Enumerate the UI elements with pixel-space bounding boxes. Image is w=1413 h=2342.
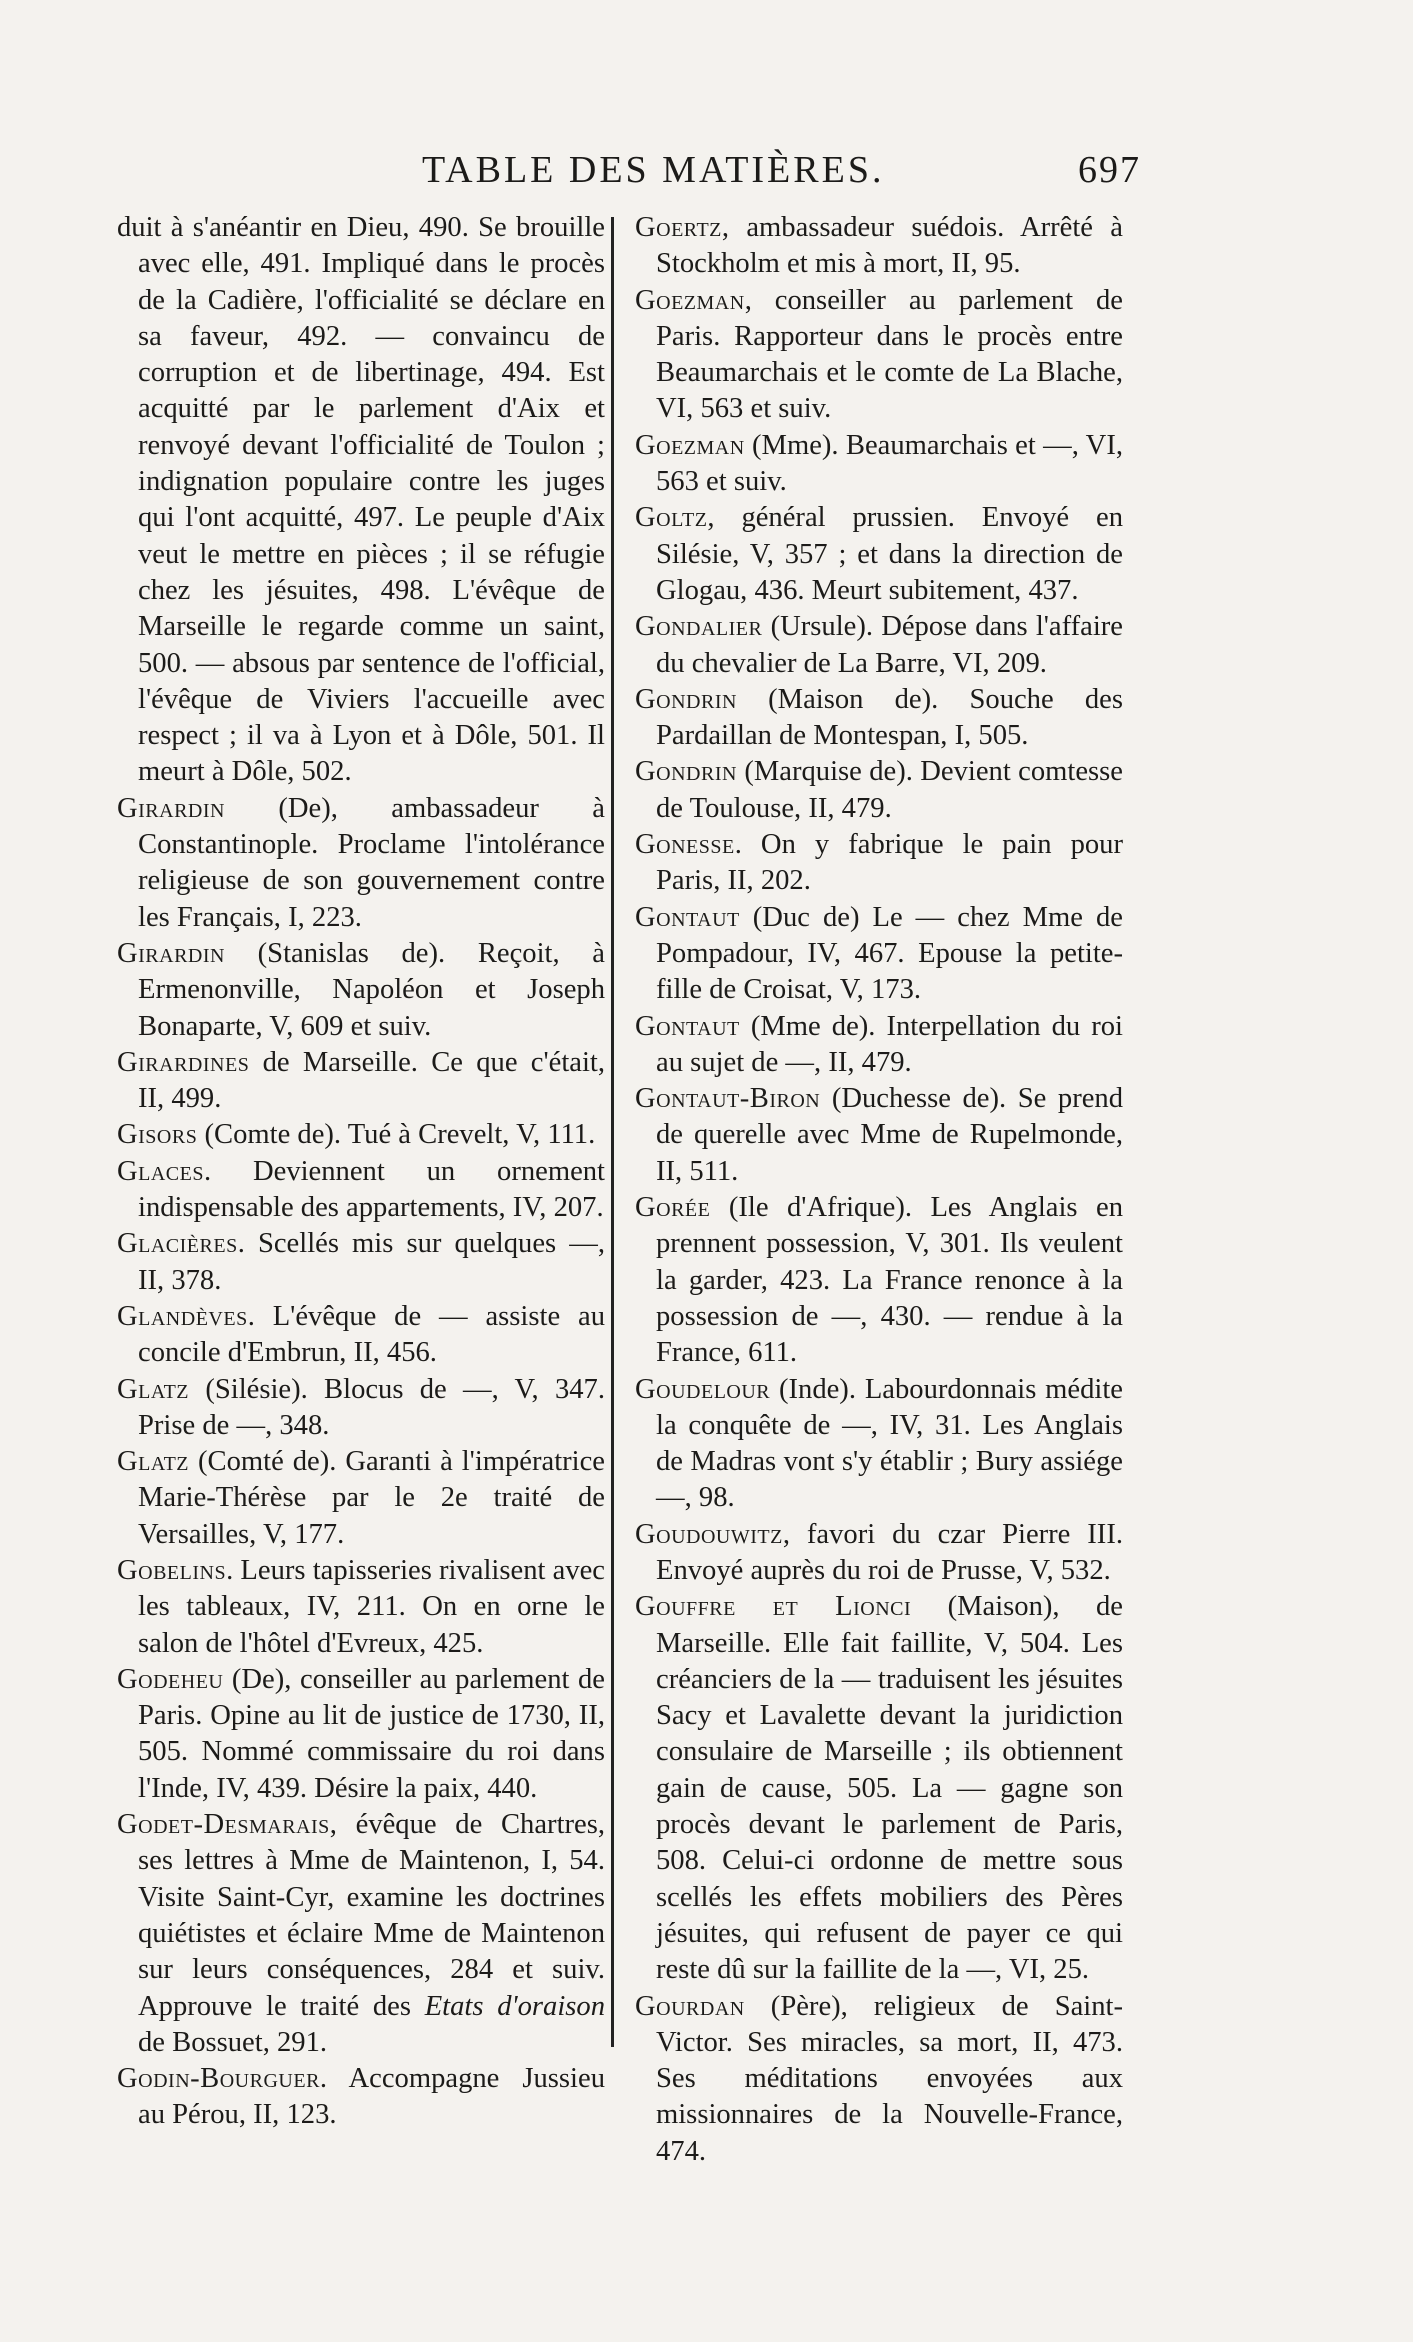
entry-headword: Godet-Desmarais (117, 1809, 330, 1841)
index-entry (635, 754, 1123, 827)
entry-text: (Comte de). Tué à Crevelt, V, 111. (197, 1119, 596, 1151)
index-entry (635, 500, 1123, 609)
index-entry (117, 1553, 605, 1662)
index-entry (117, 1807, 605, 2061)
entry-headword: Gontaut (635, 901, 740, 933)
entry-text: . On y fabrique le pain pour Paris, II, 202. (656, 829, 1123, 897)
index-entry (117, 1444, 605, 1553)
running-header (0, 140, 1413, 196)
index-entry (117, 1299, 605, 1372)
entry-headword: Goertz (635, 212, 722, 243)
entry-headword: Gisors (117, 1119, 198, 1151)
entry-headword: Godin-Bourguer (117, 2063, 320, 2095)
index-entry (635, 283, 1123, 428)
entry-headword: Gourdan (635, 1990, 745, 2022)
entry-text-tail: de Bossuet, 291. (138, 2026, 328, 2058)
index-entry (117, 2061, 605, 2134)
index-entry (635, 1989, 1123, 2170)
entry-text: (Maison), de Marseille. Elle fait faillite, V, 504. Les créanciers de la — traduisent les jésuites Sacy et Lavalette devant la juridiction consulaire de Marseille ; ils obtiennent gain de cause, 505. La — gagne son procès devant le parlement de Paris, 508. Celui-ci ordonne de mettre sous scellés les effets mobiliers des Pères jésuites, qui refusent de payer ce qui reste dû sur la faillite de la —, VI, 25. (656, 1591, 1123, 1986)
entry-text: (Mme). Beaumarchais et —, VI, 563 et suiv. (656, 429, 1123, 498)
entry-text: . Leurs tapisseries rivalisent avec les tableaux, IV, 211. On en orne le salon de l'hôtel d'Evreux, 425. (138, 1554, 605, 1659)
index-entry (117, 1154, 605, 1227)
entry-headword: Gontaut (635, 1010, 740, 1042)
entry-headword: Girardines (117, 1046, 250, 1078)
index-entry (635, 682, 1123, 755)
entry-text: (Ursule). Dépose dans l'affaire du chevalier de La Barre, VI, 209. (656, 611, 1123, 679)
entry-text: (Comté de). Garanti à l'impératrice Marie-Thérèse par le 2e traité de Versailles, V, 177. (138, 1446, 605, 1550)
entry-headword: Gouffre et Lionci (635, 1591, 912, 1623)
entry-text: , conseiller au parlement de Paris. Rapporteur dans le procès entre Beaumarchais et le comte de La Blache, VI, 563 et suiv. (656, 284, 1123, 425)
entry-text: (Duchesse de). Se prend de querelle avec Mme de Rupelmonde, II, 511. (656, 1083, 1123, 1187)
entry-text: duit à s'anéantir en Dieu, 490. Se brouille avec elle, 491. Impliqué dans le procès de la Cadière, l'officialité se déclare en sa faveur, 492. — convaincu de corruption et de libertinage, 494. Est acquitté par le parlement d'Aix et renvoyé devant l'officialité de Toulon ; indignation populaire contre les juges qui l'ont acquitté, 497. Le peuple d'Aix veut le mettre en pièces ; il se réfugie chez les jésuites, 498. L'évêque de Marseille le regarde comme un saint, 500. — absous par sentence de l'official, l'évêque de Viviers l'accueille avec respect ; il va à Lyon et à Dôle, 501. Il meurt à Dôle, 502. (117, 212, 605, 788)
entry-text: , évêque de Chartres, ses lettres à Mme de Maintenon, I, 54. Visite Saint-Cyr, examine les doctrines quiétistes et éclaire Mme de Maintenon sur leurs conséquences, 284 et suiv. Approuve le traité des (138, 1809, 605, 2022)
entry-italic-title: Etats d'oraison (424, 1990, 605, 2022)
entry-text: , favori du czar Pierre III. Envoyé auprès du roi de Prusse, V, 532. (656, 1518, 1123, 1586)
page-number: 697 (1078, 149, 1141, 191)
index-entry (635, 1517, 1123, 1590)
index-entry (117, 936, 605, 1045)
entry-text: . L'évêque de — assiste au concile d'Embrun, II, 456. (138, 1300, 605, 1369)
entry-text: (De), ambassadeur à Constantinople. Proclame l'intolérance religieuse de son gouvernement contre les Français, I, 223. (138, 792, 605, 933)
column-divider (611, 217, 614, 2047)
entry-text: (Inde). Labourdonnais médite la conquête de —, IV, 31. Les Anglais de Madras vont s'y établir ; Bury assiége —, 98. (656, 1373, 1123, 1514)
entry-text: (Maison de). Souche des Pardaillan de Montespan, I, 505. (656, 683, 1123, 752)
entry-text: . Accompagne Jussieu au Pérou, II, 123. (138, 2063, 605, 2131)
index-entry (117, 1045, 605, 1118)
entry-headword: Goudouwitz (635, 1518, 783, 1550)
entry-text: (Stanislas de). Reçoit, à Ermenonville, Napoléon et Joseph Bonaparte, V, 609 et suiv. (138, 937, 605, 1042)
entry-headword: Glandèves (117, 1300, 248, 1332)
entry-headword: Glatz (117, 1446, 190, 1478)
index-entry (635, 428, 1123, 501)
entry-headword: Gorée (635, 1192, 711, 1224)
index-entry (635, 1190, 1123, 1371)
entry-text: (Ile d'Afrique). Les Anglais en prennent possession, V, 301. Ils veulent la garder, 423. La France renonce à la possession de —, 430. — rendue à la France, 611. (656, 1192, 1123, 1369)
entry-headword: Glaces (117, 1155, 204, 1187)
entry-text: (Duc de) Le — chez Mme de Pompadour, IV, 467. Epouse la petite-fille de Croisat, V, 173. (656, 901, 1123, 1006)
entry-text: . Deviennent un ornement indispensable des appartements, IV, 207. (138, 1155, 605, 1224)
entry-headword: Godeheu (117, 1663, 224, 1695)
entry-headword: Gontaut-Biron (635, 1083, 821, 1115)
entry-headword: Girardin (117, 792, 225, 824)
entry-headword: Gondrin (635, 683, 737, 715)
page-title: TABLE DES MATIÈRES. (422, 149, 885, 191)
index-entry (635, 827, 1123, 900)
index-entry (117, 1117, 605, 1153)
index-entry (117, 210, 605, 791)
entry-text: , ambassadeur suédois. Arrêté à Stockholm et mis à mort, II, 95. (656, 212, 1123, 280)
entry-text: (Père), religieux de Saint-Victor. Ses miracles, sa mort, II, 473. Ses méditations envoyées aux missionnaires de la Nouvelle-France, 474. (656, 1990, 1123, 2167)
index-entry (117, 791, 605, 936)
entry-headword: Goltz (635, 502, 708, 534)
index-entry (117, 1226, 605, 1299)
index-entry (117, 1662, 605, 1807)
index-entry (635, 609, 1123, 682)
index-entry (635, 900, 1123, 1009)
entry-headword: Glatz (117, 1373, 190, 1405)
entry-headword: Gondrin (635, 756, 737, 788)
index-entry (635, 1372, 1123, 1517)
right-column (635, 210, 1123, 2170)
entry-text: (Marquise de). Devient comtesse de Toulouse, II, 479. (656, 756, 1123, 824)
entry-headword: Glacières (117, 1228, 238, 1260)
entry-headword: Gobelins (117, 1554, 227, 1586)
entry-headword: Gondalier (635, 611, 763, 643)
entry-headword: Gonesse (635, 829, 735, 861)
index-entry (635, 1009, 1123, 1082)
index-entry (117, 1372, 605, 1445)
entry-headword: Goezman (635, 284, 745, 316)
entry-text: , général prussien. Envoyé en Silésie, V, 357 ; et dans la direction de Glogau, 436. Meurt subitement, 437. (656, 502, 1123, 606)
index-entry (635, 1589, 1123, 1988)
entry-headword: Goudelour (635, 1373, 771, 1405)
index-entry (635, 210, 1123, 283)
entry-text: (Silésie). Blocus de —, V, 347. Prise de —, 348. (138, 1373, 605, 1441)
entry-text: . Scellés mis sur quelques —, II, 378. (138, 1228, 605, 1296)
entry-headword: Girardin (117, 937, 225, 969)
entry-text: de Marseille. Ce que c'était, II, 499. (138, 1046, 605, 1115)
entry-text: (De), conseiller au parlement de Paris. Opine au lit de justice de 1730, II, 505. Nommé commissaire du roi dans l'Inde, IV, 439. Désire la paix, 440. (138, 1663, 605, 1804)
index-entry (635, 1081, 1123, 1190)
entry-headword: Goezman (635, 429, 745, 461)
left-column (117, 210, 605, 2134)
entry-text: (Mme de). Interpellation du roi au sujet de —, II, 479. (656, 1010, 1123, 1078)
